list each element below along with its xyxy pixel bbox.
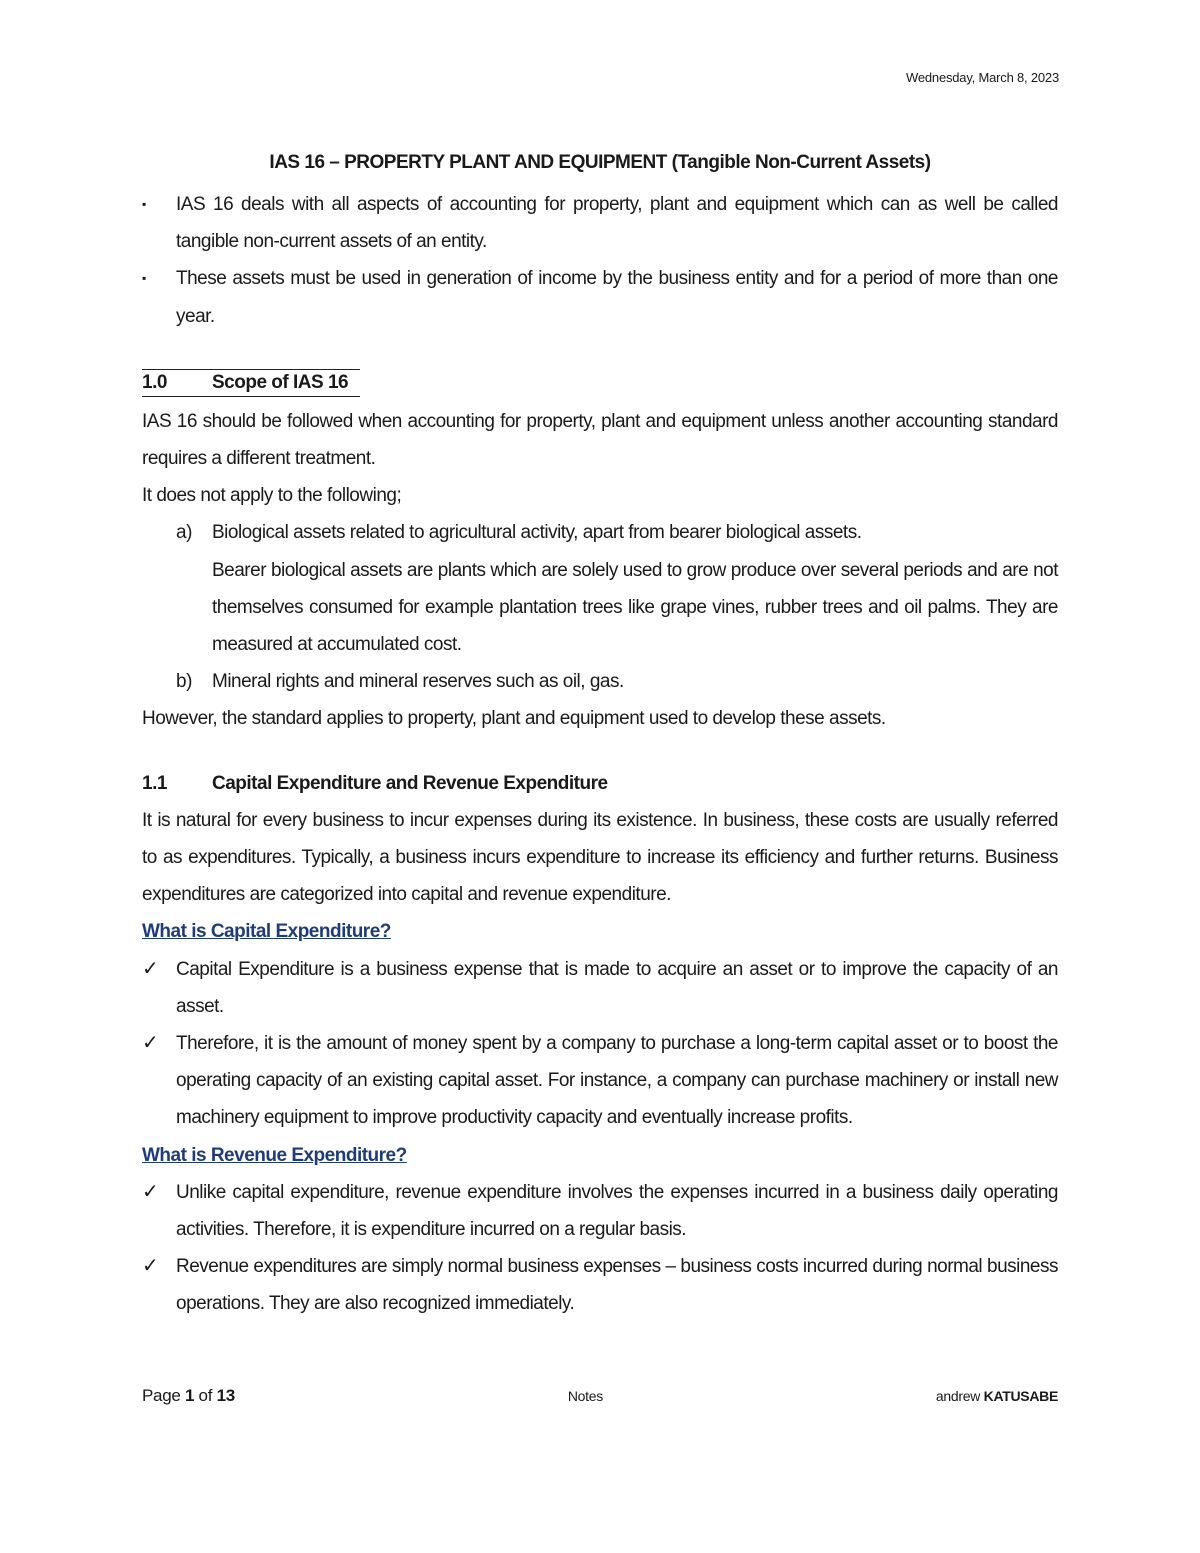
- page-footer: [142, 1386, 1058, 1406]
- list-marker: a): [176, 522, 192, 544]
- list-item: [142, 1248, 1058, 1322]
- document-body: [142, 148, 1058, 1323]
- footer-author: [936, 1388, 1058, 1404]
- list-item: [142, 1025, 1058, 1137]
- paragraph: It is natural for every business to incur expenses during its existence. In business, these costs are usually referred to as expenditures. Typically, a business incurs expenditure to increase its efficiency and further returns. Business expenditures are categorized into capital and revenue expenditure.: [142, 809, 1058, 906]
- document-title: IAS 16 – PROPERTY PLANT AND EQUIPMENT (Tangible Non-Current Assets): [269, 152, 931, 173]
- list-item-text: Revenue expenditures are simply normal business expenses – business costs incurred during normal business operations. They are also recognized immediately.: [176, 1256, 1058, 1315]
- checkmark-icon: ✓: [142, 957, 159, 980]
- exclusion-list: [142, 514, 1058, 700]
- header-date: Wednesday, March 8, 2023: [906, 70, 1059, 85]
- checkmark-icon: ✓: [142, 1255, 159, 1278]
- list-item: [142, 514, 1058, 663]
- section-number: 1.1: [142, 772, 167, 794]
- square-bullet-icon: ▪: [142, 271, 146, 286]
- list-item-text: Biological assets related to agricultural activity, apart from bearer biological assets.: [212, 522, 862, 544]
- revenue-expenditure-heading: What is Revenue Expenditure?: [142, 1144, 407, 1166]
- list-item: [142, 951, 1058, 1025]
- total-pages: 13: [216, 1386, 235, 1405]
- paragraph: However, the standard applies to property, plant and equipment used to develop these assets.: [142, 708, 886, 730]
- section-title: Scope of IAS 16: [212, 371, 349, 393]
- checkmark-icon: ✓: [142, 1180, 159, 1203]
- list-item: [142, 1174, 1058, 1248]
- section-heading-expenditure: [142, 765, 1058, 802]
- author-first-name: andrew: [935, 1388, 981, 1404]
- list-item: [142, 260, 1058, 334]
- page-of: of: [198, 1386, 213, 1405]
- page-number: [142, 1386, 235, 1406]
- list-item: [142, 186, 1058, 260]
- footer-center-label: Notes: [567, 1388, 603, 1404]
- square-bullet-icon: ▪: [142, 197, 146, 211]
- list-item-text: Unlike capital expenditure, revenue expenditure involves the expenses incurred in a business daily operating activities. Therefore, it is expenditure incurred on a regular basis.: [176, 1181, 1058, 1241]
- list-item-text: IAS 16 deals with all aspects of accounting for property, plant and equipment which can as well be called tangible non-current assets of an entity.: [176, 194, 1058, 253]
- capital-expenditure-heading: What is Capital Expenditure?: [142, 921, 391, 943]
- intro-bullet-list: [142, 186, 1058, 335]
- checkmark-icon: ✓: [142, 1032, 159, 1055]
- list-marker: b): [176, 671, 192, 693]
- section-number: 1.0: [142, 371, 167, 393]
- capital-points-list: [142, 951, 1058, 1137]
- section-title: Capital Expenditure and Revenue Expenditure: [212, 772, 608, 794]
- list-item: [142, 663, 1058, 700]
- list-item-text: These assets must be used in generation of income by the business entity and for a period of more than one year.: [176, 268, 1058, 327]
- revenue-points-list: [142, 1174, 1058, 1323]
- page-label: Page: [142, 1386, 181, 1405]
- list-item-text: Therefore, it is the amount of money spent by a company to purchase a long-term capital asset or to boost the operating capacity of an existing capital asset. For instance, a company can purchase machinery or install new machinery equipment to improve productivity capacity and eventually increase profits.: [176, 1033, 1058, 1129]
- author-last-name: KATUSABE: [983, 1388, 1058, 1404]
- section-heading-scope: [142, 369, 360, 397]
- paragraph: IAS 16 should be followed when accounting for property, plant and equipment unless another accounting standard requires a different treatment.: [142, 410, 1058, 470]
- current-page: 1: [184, 1386, 195, 1405]
- list-item-detail: Bearer biological assets are plants which are solely used to grow produce over several periods and are not themselves consumed for example plantation trees like grape vines, rubber trees and oil palms. They are measured at accumulated cost.: [212, 559, 1058, 656]
- list-item-text: Mineral rights and mineral reserves such as oil, gas.: [212, 671, 624, 693]
- list-item-text: Capital Expenditure is a business expense that is made to acquire an asset or to improve the capacity of an asset.: [176, 958, 1058, 1017]
- paragraph: It does not apply to the following;: [142, 485, 402, 507]
